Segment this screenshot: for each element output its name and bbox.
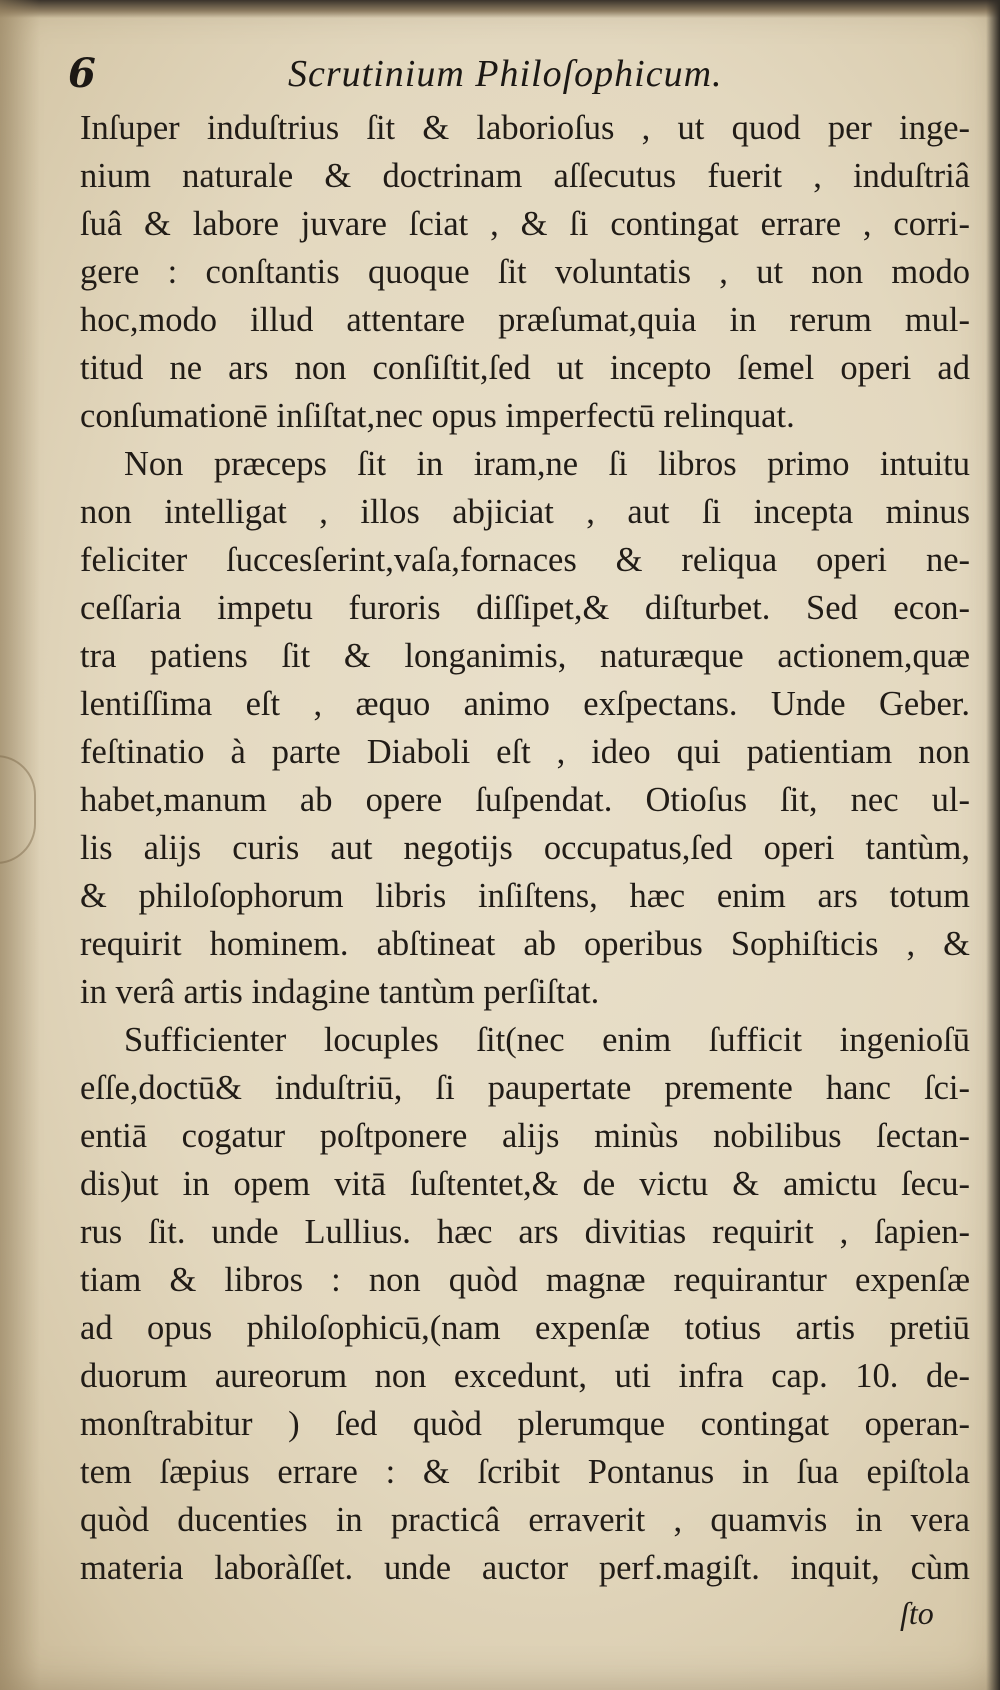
text-line: titud ne ars non conſiſtit,ſed ut incepto ſemel operi ad bbox=[80, 349, 970, 387]
text-line: nium naturale & doctrinam aſſecutus fuerit , induſtriâ bbox=[80, 157, 970, 195]
text-line: tra patiens ſit & longanimis, naturæque actionem,quæ bbox=[80, 637, 970, 675]
text-line: entiā cogatur poſtponere alijs minùs nobilibus ſectan- bbox=[80, 1117, 970, 1155]
text-line: feſtinatio à parte Diaboli eſt , ideo qui patientiam non bbox=[80, 733, 970, 771]
text-line: Sufficienter locuples ſit(nec enim ſufficit ingenioſū bbox=[124, 1021, 970, 1059]
text-line: feliciter ſuccesſerint,vaſa,fornaces & reliqua operi ne- bbox=[80, 541, 970, 579]
text-line: in verâ artis indagine tantùm perſiſtat. bbox=[80, 973, 600, 1011]
text-line: Non præceps ſit in iram,ne ſi libros primo intuitu bbox=[124, 445, 970, 483]
page-header bbox=[68, 46, 948, 96]
text-line: conſumationē inſiſtat,nec opus imperfectū relinquat. bbox=[80, 397, 795, 435]
text-line: ſuâ & labore juvare ſciat , & ſi contingat errare , corri- bbox=[80, 205, 970, 243]
page-number: 6 bbox=[68, 50, 96, 97]
text-line: duorum aureorum non excedunt, uti infra cap. 10. de- bbox=[80, 1357, 970, 1395]
text-line: requirit hominem. abſtineat ab operibus Sophiſticis , & bbox=[80, 925, 970, 963]
text-line: gere : conſtantis quoque ſit voluntatis , ut non modo bbox=[80, 253, 970, 291]
text-line: materia laboràſſet. unde auctor perf.magiſt. inquit, cùm bbox=[80, 1549, 970, 1587]
text-line: Inſuper induſtrius ſit & laborioſus , ut quod per inge- bbox=[80, 109, 970, 147]
body-text bbox=[80, 104, 970, 1592]
text-line: lis alijs curis aut negotijs occupatus,ſed operi tantùm, bbox=[80, 829, 970, 867]
text-line: dis)ut in opem vitā ſuſtentet,& de victu & amictu ſecu- bbox=[80, 1165, 970, 1203]
text-line: eſſe,doctū& induſtriū, ſi paupertate premente hanc ſci- bbox=[80, 1069, 970, 1107]
text-line: hoc,modo illud attentare præſumat,quia in rerum mul- bbox=[80, 301, 970, 339]
text-line: non intelligat , illos abjiciat , aut ſi incepta minus bbox=[80, 493, 970, 531]
page-right-edge-shadow bbox=[986, 0, 1000, 1690]
running-head: Scrutinium Philoſophicum. bbox=[288, 53, 723, 95]
text-line: quòd ducenties in practicâ erraverit , quamvis in vera bbox=[80, 1501, 970, 1539]
text-line: tem ſæpius errare : & ſcribit Pontanus in ſua epiſtola bbox=[80, 1453, 970, 1491]
text-line: lentiſſima eſt , æquo animo exſpectans. Unde Geber. bbox=[80, 685, 970, 723]
text-line: tiam & libros : non quòd magnæ requirantur expenſæ bbox=[80, 1261, 970, 1299]
text-line: rus ſit. unde Lullius. hæc ars divitias requirit , ſapien- bbox=[80, 1213, 970, 1251]
catchword: ſto bbox=[900, 1595, 934, 1631]
text-line: ceſſaria impetu furoris diſſipet,& diſturbet. Sed econ- bbox=[80, 589, 970, 627]
text-line: & philoſophorum libris inſiſtens, hæc enim ars totum bbox=[80, 877, 970, 915]
text-line: habet,manum ab opere ſuſpendat. Otioſus ſit, nec ul- bbox=[80, 781, 970, 819]
page-top-edge-shadow bbox=[0, 0, 1000, 18]
text-line: ad opus philoſophicū,(nam expenſæ totius artis pretiū bbox=[80, 1309, 970, 1347]
text-line: monſtrabitur ) ſed quòd plerumque contingat operan- bbox=[80, 1405, 970, 1443]
